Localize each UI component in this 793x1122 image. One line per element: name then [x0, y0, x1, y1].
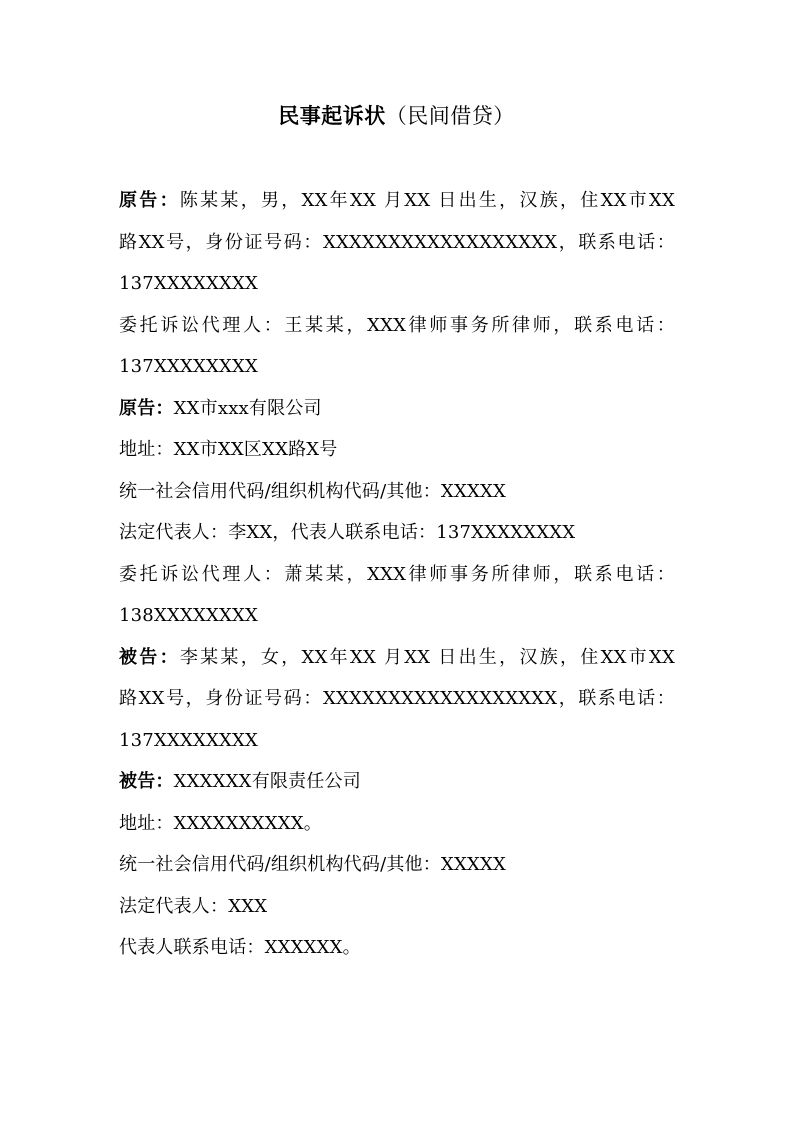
- defendant-2-line-1: [119, 761, 679, 803]
- plaintiff-1-agent-line-2: [119, 346, 679, 388]
- line-text: 137XXXXXXXX: [119, 273, 259, 294]
- line-text: 代表人联系电话：XXXXXX。: [119, 937, 361, 958]
- line-text: 地址：XXXXXXXXXX。: [119, 812, 322, 834]
- defendant-2-legal-rep: [119, 886, 679, 928]
- plaintiff-2-credit-code: [119, 471, 679, 513]
- line-text: XXXXXX有限责任公司: [173, 771, 361, 792]
- title-main: 民事起诉状: [278, 103, 386, 128]
- line-text: 统一社会信用代码/组织机构代码/其他：XXXXX: [119, 480, 506, 502]
- party-label: 原告：: [119, 190, 180, 211]
- plaintiff-2-legal-rep: [119, 512, 679, 554]
- plaintiff-1-agent-line-1: [119, 305, 675, 347]
- line-text: 委托诉讼代理人：王某某，XXX律师事务所律师，联系电话：: [119, 314, 675, 336]
- plaintiff-2-agent-line-1: [119, 554, 675, 596]
- line-text: 路XX号，身份证号码：XXXXXXXXXXXXXXXXXX，联系电话：: [119, 688, 675, 709]
- line-text: 法定代表人：XXX: [119, 895, 268, 917]
- page-title: [0, 101, 793, 131]
- defendant-1-line-2: [119, 678, 675, 720]
- line-text: 统一社会信用代码/组织机构代码/其他：XXXXX: [119, 854, 506, 875]
- line-text: 138XXXXXXXX: [119, 605, 259, 626]
- line-text: 137XXXXXXXX: [119, 729, 259, 751]
- plaintiff-1-line-2: [119, 222, 675, 264]
- defendant-2-credit-code: [119, 844, 679, 886]
- plaintiff-1-line-3: [119, 263, 679, 305]
- line-text: 法定代表人：李XX，代表人联系电话：137XXXXXXXX: [119, 522, 576, 543]
- line-text: 陈某某，男，XX年XX 月XX 日出生，汉族，住XX市XX: [179, 190, 675, 211]
- plaintiff-2-address: [119, 429, 679, 471]
- plaintiff-2-line-1: [119, 388, 679, 430]
- title-subtitle: （民间借贷）: [385, 104, 515, 128]
- plaintiff-1-line-1: [119, 180, 675, 222]
- line-text: 委托诉讼代理人：萧某某，XXX律师事务所律师，联系电话：: [119, 563, 675, 585]
- party-label: 原告：: [119, 397, 174, 419]
- defendant-1-line-3: [119, 720, 679, 762]
- line-text: 路XX号，身份证号码：XXXXXXXXXXXXXXXXXX，联系电话：: [119, 231, 675, 253]
- defendant-2-address: [119, 803, 679, 845]
- line-text: 137XXXXXXXX: [119, 356, 259, 377]
- defendant-1-line-1: [119, 637, 675, 679]
- line-text: 李某某，女，XX年XX 月XX 日出生，汉族，住XX市XX: [179, 646, 675, 668]
- plaintiff-2-agent-line-2: [119, 595, 679, 637]
- line-text: XX市xxx有限公司: [173, 397, 322, 419]
- party-label: 被告：: [119, 646, 180, 668]
- line-text: 地址：XX市XX区XX路X号: [119, 439, 338, 460]
- document-body: [119, 180, 679, 969]
- party-label: 被告：: [119, 771, 174, 792]
- defendant-2-rep-phone: [119, 927, 679, 969]
